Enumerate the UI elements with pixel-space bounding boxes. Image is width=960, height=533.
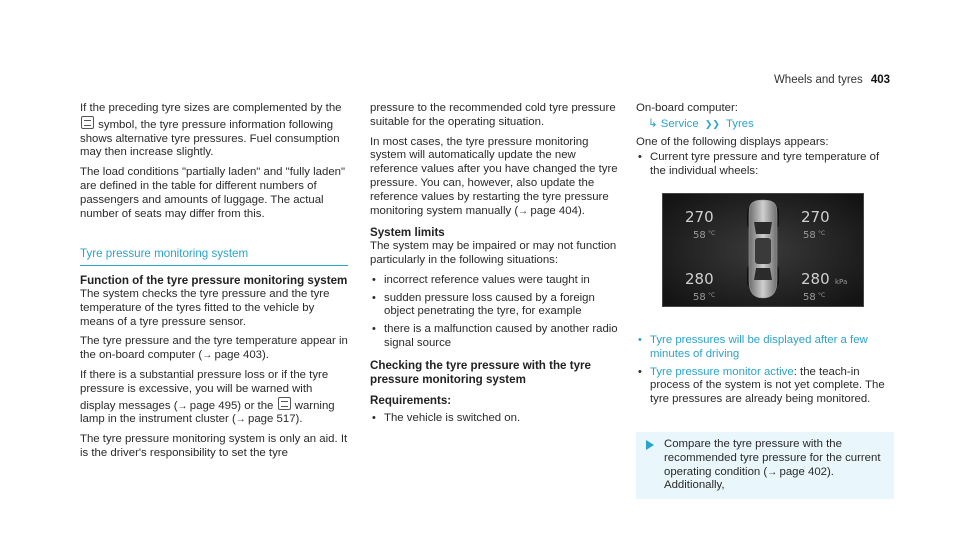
page-number: 403 — [870, 74, 890, 86]
column-2 — [370, 102, 626, 432]
list-item: • sudden pressure loss caused by a foreign object penetrating the tyre, for example — [370, 292, 626, 320]
text: page 517 — [248, 413, 296, 426]
display-list-1 — [636, 151, 898, 179]
text: page 495 — [189, 399, 238, 412]
tyre-load-symbol-icon — [81, 116, 94, 129]
page-reference-link[interactable] — [202, 349, 262, 361]
text: warning lamp in the instrument cluster ( — [80, 399, 335, 426]
text: Compare the tyre pressure with the recommended tyre pressure for the current operating condition ( — [664, 438, 881, 478]
text: If there is a substantial pressure loss or if the tyre pressure is excessive, you will be warned with display messages ( — [80, 368, 329, 412]
temp-unit: °C — [708, 292, 716, 299]
text: ). — [295, 413, 303, 426]
rear-right-temp: 58 — [803, 292, 816, 303]
rear-left-temp: 58 — [693, 292, 706, 303]
heading-checking: Checking the tyre pressure with the tyre pressure monitoring system — [370, 358, 591, 386]
text: If the preceding tyre sizes are complemented by the — [80, 102, 342, 114]
page-reference-link[interactable] — [518, 205, 578, 217]
list-item-monitor-active — [636, 366, 898, 407]
rear-left-pressure: 280 — [685, 270, 714, 288]
page-reference-link[interactable] — [236, 413, 296, 425]
action-triangle-icon — [646, 440, 654, 450]
front-right-temp: 58 — [803, 230, 816, 241]
arrow-right-icon: → — [202, 350, 213, 362]
heading-function: Function of the tyre pressure monitoring system — [80, 274, 348, 288]
list-item: • The vehicle is switched on. — [370, 412, 626, 426]
paragraph-load-conditions: The load conditions "partially laden" and "fully laden" are defined in the table for different numbers of passengers and amounts of luggage. The actual number of seats may differ from this. — [80, 166, 346, 220]
action-step — [636, 432, 894, 499]
car-silhouette-icon — [747, 200, 779, 298]
page-reference-link[interactable] — [178, 400, 238, 412]
text: ). — [262, 349, 269, 362]
heading-system-limits: System limits — [370, 226, 445, 240]
text: ) or the — [237, 399, 274, 412]
paragraph-warning — [80, 369, 348, 427]
text: In most cases, the tyre pressure monitoring system will automatically update the new reference values after you have changed the tyre pressure. You can, however, also update the reference values by restarting the tyre pressure monitoring system manually ( — [370, 135, 618, 217]
rear-right-pressure: 280 — [801, 270, 830, 288]
front-left-pressure: 270 — [685, 208, 714, 226]
menu-path — [648, 118, 898, 132]
page-reference-link[interactable] — [767, 466, 827, 478]
header-section-title: Wheels and tyres — [773, 74, 863, 86]
list-item: • incorrect reference values were taught in — [370, 274, 626, 288]
front-right-pressure: 270 — [801, 208, 830, 226]
list-item-message: • Tyre pressures will be displayed after a few minutes of driving — [636, 334, 898, 362]
menu-item-service[interactable]: Service — [660, 117, 699, 130]
column-1 — [80, 102, 348, 467]
pressure-unit: kPa — [835, 278, 848, 286]
paragraph-system-checks: The system checks the tyre pressure and the tyre temperature of the tyres fitted to the vehicle by means of a tyre pressure sensor. — [80, 287, 330, 328]
heading-requirements: Requirements: — [370, 394, 452, 408]
paragraph-limits: The system may be impaired or may not function particularly in the following situations: — [370, 240, 617, 266]
temp-unit: °C — [818, 230, 826, 237]
temp-unit: °C — [708, 230, 716, 237]
list-item: • there is a malfunction caused by another radio signal source — [370, 323, 626, 351]
arrow-right-icon: → — [767, 466, 778, 478]
paragraph-update — [370, 136, 626, 219]
paragraph-on-board-display — [80, 335, 348, 363]
double-chevron-icon: ❯❯ — [704, 118, 720, 129]
text: page 403 — [214, 349, 262, 362]
menu-item-tyres[interactable]: Tyres — [725, 117, 754, 130]
paragraph-displays: One of the following displays appears: — [636, 135, 829, 148]
temp-unit: °C — [818, 292, 826, 299]
paragraph-tyre-symbol — [80, 102, 348, 160]
menu-arrow-icon: ↳ — [648, 117, 658, 130]
paragraph-pressure: pressure to the recommended cold tyre pressure suitable for the operating situation. — [370, 102, 616, 128]
text: page 402 — [779, 465, 828, 478]
section-title: Tyre pressure monitoring system — [80, 247, 348, 266]
paragraph-aid: The tyre pressure monitoring system is only an aid. It is the driver's responsibility to set the tyre — [80, 433, 348, 459]
text: page 404 — [530, 204, 578, 217]
arrow-right-icon: → — [177, 400, 188, 412]
page-header — [774, 74, 890, 86]
tyre-warning-lamp-icon — [278, 397, 291, 410]
front-left-temp: 58 — [693, 230, 706, 241]
text: symbol, the tyre pressure information following shows alternative tyre pressures. Fuel consumption may then increase slightly. — [80, 118, 340, 159]
tyre-pressure-display — [662, 193, 864, 307]
arrow-right-icon: → — [518, 205, 529, 217]
display-list-2 — [636, 334, 898, 407]
column-3-lower — [636, 334, 898, 413]
requirements-list — [370, 412, 626, 426]
column-3 — [636, 102, 898, 185]
text: ). Additionally, — [664, 465, 834, 492]
limits-list — [370, 274, 626, 351]
display-graphic — [663, 194, 863, 306]
text: : the teach-in process of the system is not yet complete. The tyre pressures are already being monitored. — [650, 365, 885, 406]
message-text: Tyre pressure monitor active — [650, 365, 794, 378]
list-item: • Current tyre pressure and tyre temperature of the individual wheels: — [636, 151, 898, 179]
text: The tyre pressure and the tyre temperature appear in the on-board computer ( — [80, 335, 348, 362]
paragraph-onboard: On-board computer: — [636, 102, 738, 114]
arrow-right-icon: → — [235, 414, 246, 426]
text: ). — [577, 204, 585, 217]
